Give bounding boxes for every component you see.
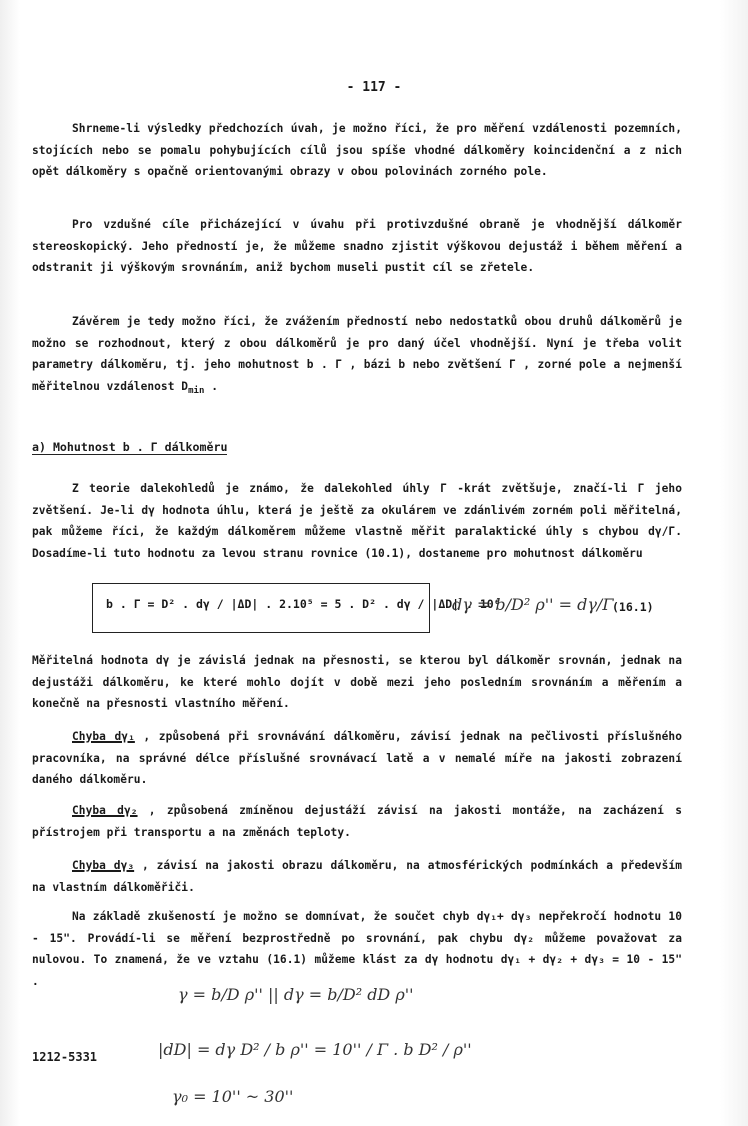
error-label: Chyba dγ₃ [72, 859, 135, 872]
paragraph-text: Závěrem je tedy možno říci, že zvážením předností nebo nedostatků obou druhů dálkoměrů je možno se rozhodnout, který z obou dálkoměrů je pro daný účel vhodnější. Nyní je třeba volit parametry dálkoměru, tj. jeho mohutnost b . Γ , bázi b nebo zvětšení Γ , zorné pole a nejmenší měřitelnou vzdálenost D [32, 315, 682, 393]
page-number: - 117 - [346, 80, 402, 95]
handwritten-margin-note: dγ = b/D² ρ'' = dγ/Γ [452, 595, 614, 614]
section-heading: a) Mohutnost b . Γ dálkoměru [32, 440, 228, 454]
paragraph-text: , závisí na jakosti obrazu dálkoměru, na atmosférických podmínkách a především na vlastním dálkoměřiči. [32, 859, 682, 894]
document-code: 1212-5331 [32, 1050, 98, 1064]
formula-number: (16.1) [612, 600, 654, 614]
paragraph-text: Měřitelná hodnota dγ je závislá jednak na přesnosti, se kterou byl dálkoměr srovnán, jednak na dejustáži dálkoměru, ke které mohlo dojít v době mezi jeho posledním srovnáním a měřením a konečně na přesnosti vlastního měření. [32, 654, 682, 710]
error-label: Chyba dγ₁ [72, 730, 135, 743]
handwritten-line-2: |dD| = dγ D² / b ρ'' = 10'' / Γ . b D² / ρ'' [158, 1040, 472, 1059]
paragraph-text: Pro vzdušné cíle přicházející v úvahu při protivzdušné obraně je vhodnější dálkoměr stereoskopický. Jeho předností je, že můžeme snadno zjistit výškovou dejustáž i během měření a odstranit ji výškovým srovnáním, aniž bychom museli pustit cíl se zřetele. [32, 218, 682, 274]
error-label: Chyba dγ₂ [72, 804, 138, 817]
handwritten-line-1: γ = b/D ρ'' || dγ = b/D² dD ρ'' [178, 985, 414, 1004]
paragraph-text: Na základě zkušeností je možno se domnívat, že součet chyb dγ₁+ dγ₃ nepřekročí hodnotu 10 - 15". Provádí-li se měření bezprostředně po srovnání, pak chybu dγ₂ můžeme považovat za nulovou. To znamená, že ve vztahu (16.1) můžeme klást za dγ hodnotu dγ₁ + dγ₂ + dγ₃ = 10 - 15" . [32, 910, 682, 988]
paragraph-text: Shrneme-li výsledky předchozích úvah, je možno říci, že pro měření vzdálenosti pozemních, stojících nebo se pomalu pohybujících cílů jsou spíše vhodné dálkoměry koincidenční a z nich opět dálkoměry s opačně orientovanými obrazy v obou polovinách zorného pole. [32, 122, 682, 178]
paragraph-text: , způsobená zmíněnou dejustáží závisí na jakosti montáže, na zacházení s přístrojem při transportu a na změnách teploty. [32, 804, 682, 839]
paragraph-text: , způsobená při srovnávání dálkoměru, závisí jednak na pečlivosti příslušného pracovníka, na správné délce příslušné srovnávací latě a v nemalé míře na jakosti zobrazení daného dálkoměru. [32, 730, 682, 786]
subscript-min: min [188, 385, 205, 396]
handwritten-line-3: γ₀ = 10'' ~ 30'' [172, 1087, 294, 1106]
paragraph-end: . [204, 379, 219, 393]
formula-16-1: b . Γ = D² . dγ / |ΔD| . 2.10⁵ = 5 . D² . dγ / |ΔD| . 10⁶ [106, 597, 501, 611]
paragraph-text: Z teorie dalekohledů je známo, že dalekohled úhly Γ -krát zvětšuje, značí-li Γ jeho zvětšení. Je-li dγ hodnota úhlu, která je ještě za okulárem ve zdánlivém zorném poli měřitelná, pak můžeme říci, že každým dálkoměrem můžeme vlastně měřit paralaktické úhly s chybou dγ/Γ. Dosadíme-li tuto hodnotu za levou stranu rovnice (10.1), dostaneme pro mohutnost dálkoměru [32, 482, 682, 560]
